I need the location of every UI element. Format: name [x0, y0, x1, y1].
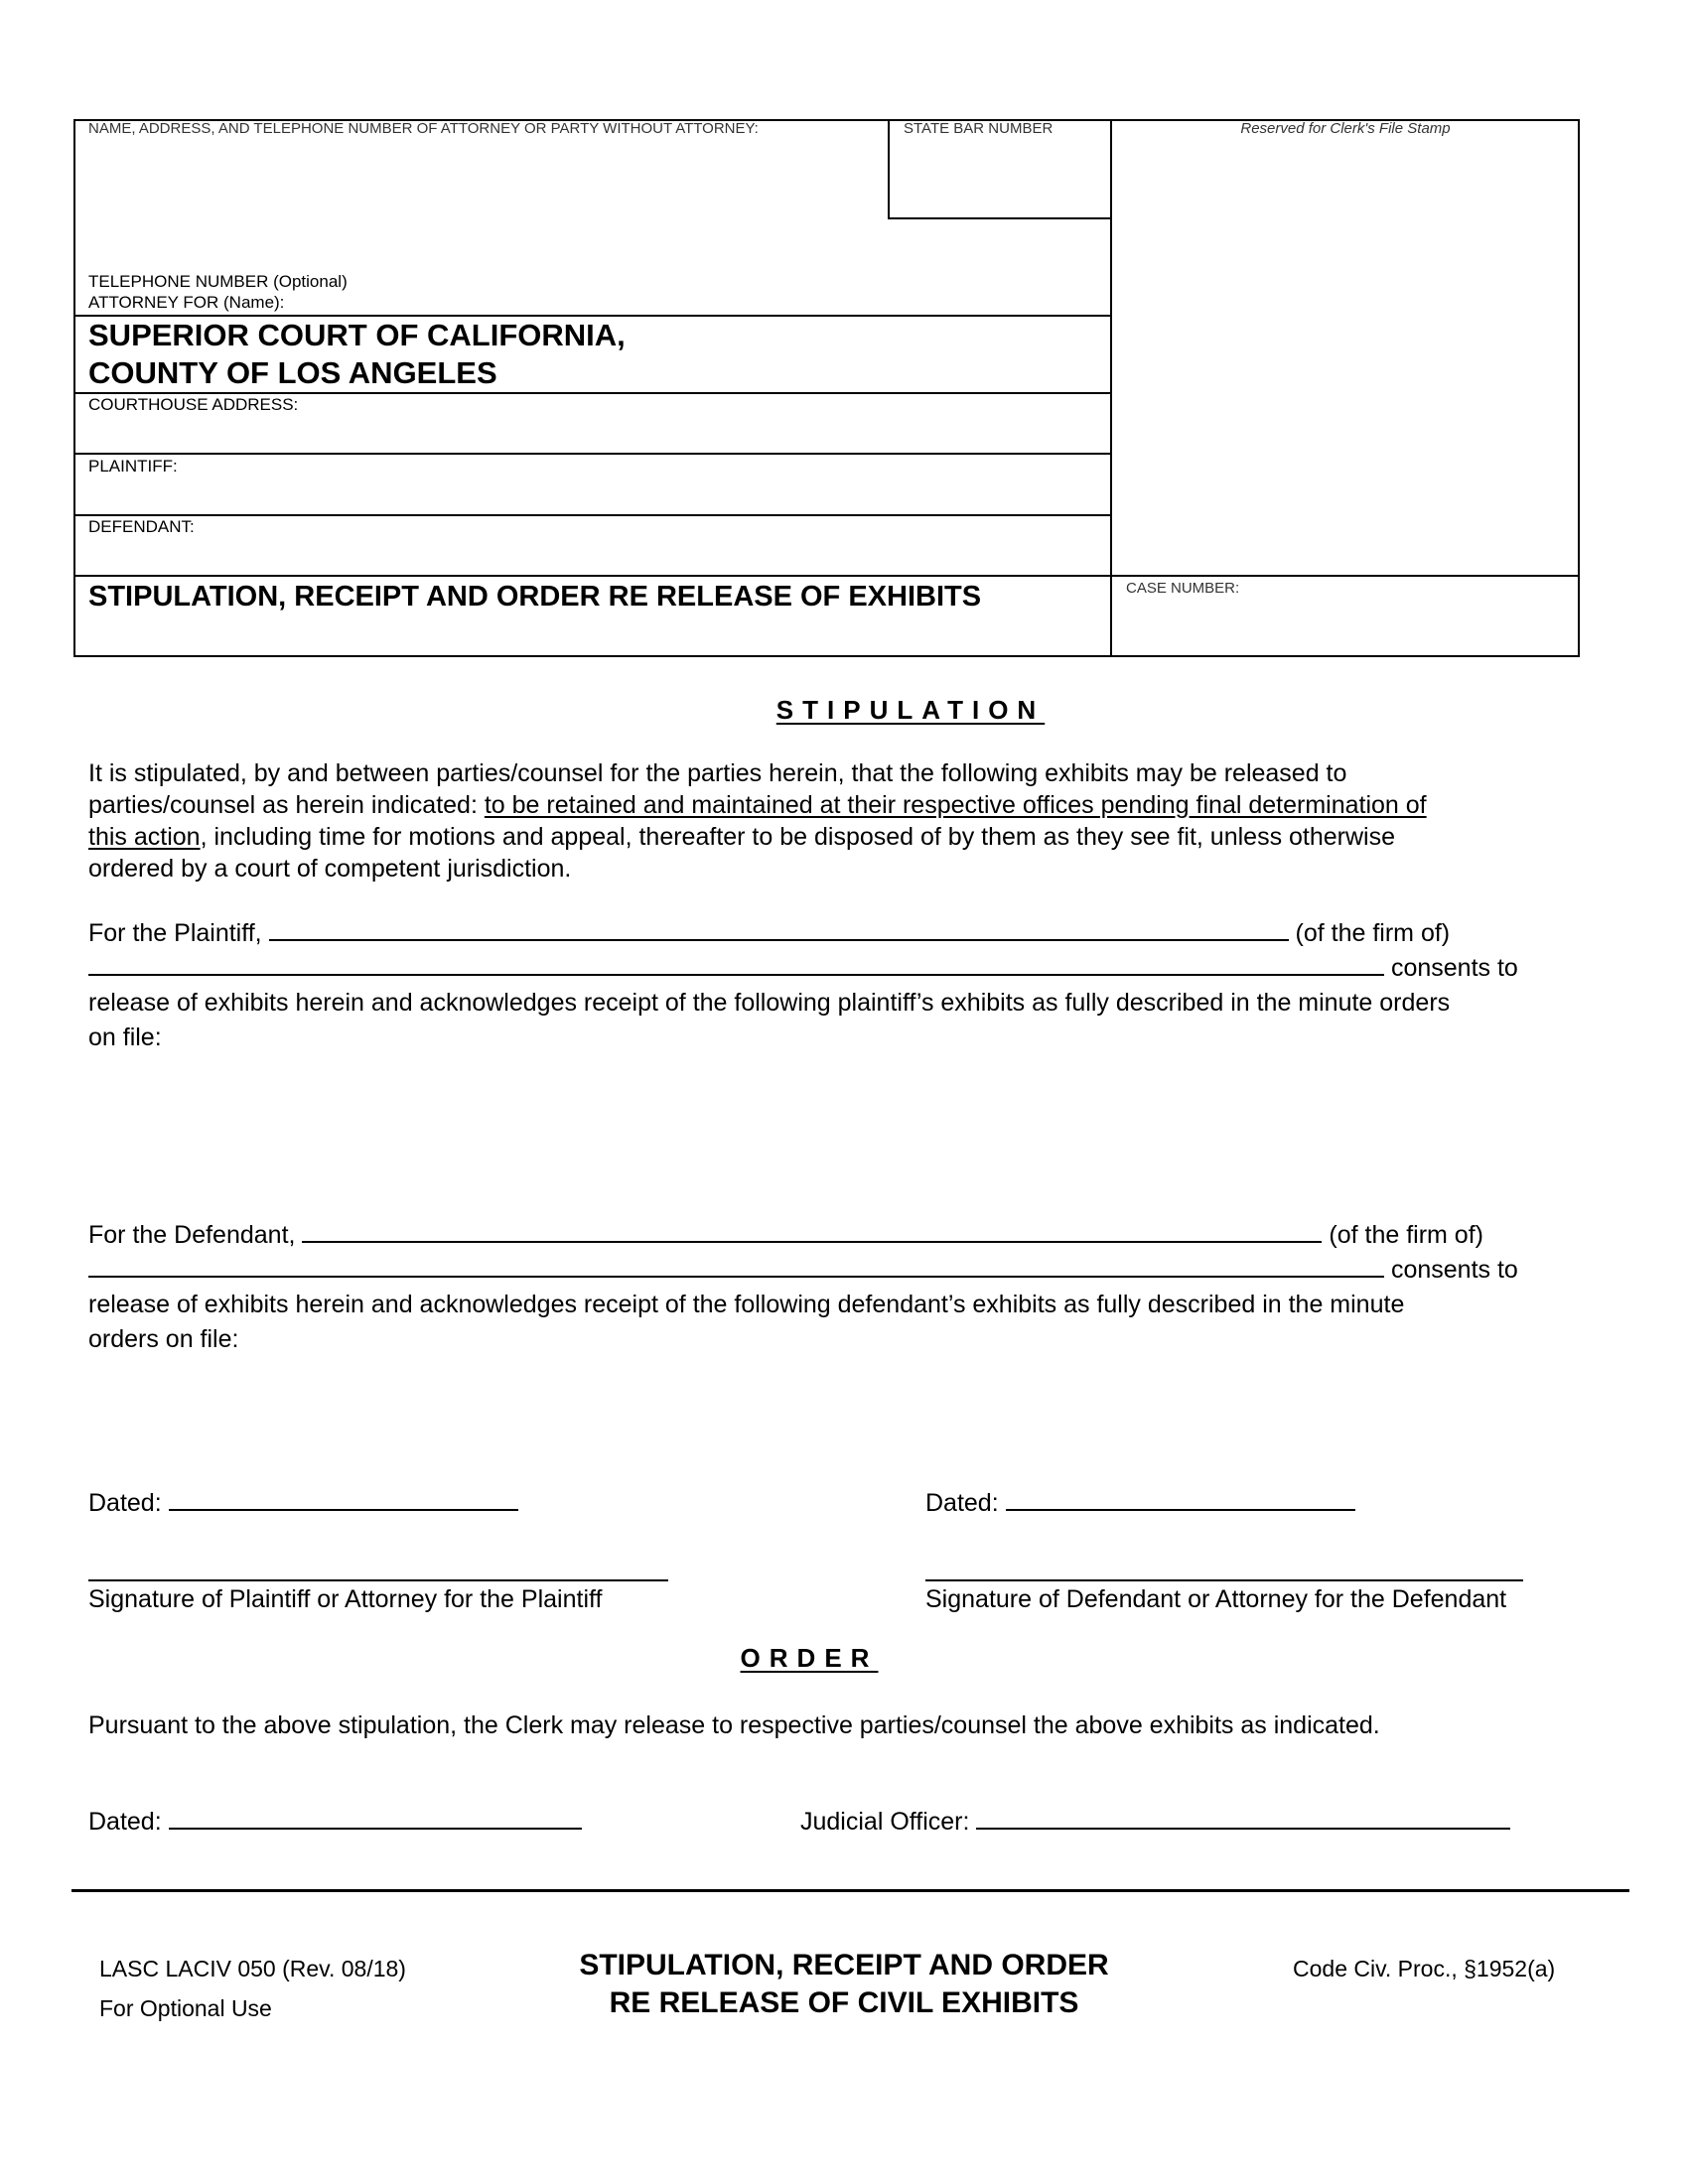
order-date-blank[interactable] [169, 1804, 582, 1830]
defendant-date-blank[interactable] [1006, 1485, 1355, 1511]
defendant-signature-line[interactable] [925, 1579, 1523, 1581]
plaintiff-consent-line [88, 915, 1450, 949]
plaintiff-firm-name-blank[interactable] [88, 950, 1384, 976]
defendant-firm-of-label: (of the firm of) [1329, 1221, 1483, 1249]
stipulation-this-action: this action [88, 823, 201, 851]
footer-title [496, 1947, 1192, 2022]
stipulation-line-3-rest: , including time for motions and appeal, thereafter to be disposed of by them as they see fit, unless otherwise [200, 823, 1396, 851]
defendant-firm-line [88, 1252, 1518, 1286]
defendant-field[interactable]: DEFENDANT: [88, 517, 195, 536]
plaintiff-dated-label: Dated: [88, 1489, 162, 1517]
plaintiff-release-text [88, 986, 1637, 1055]
defendant-dated-line [925, 1485, 1355, 1519]
caption-divider-courthouse [73, 392, 1112, 394]
order-text: Pursuant to the above stipulation, the Clerk may release to respective parties/counsel the above exhibits as indicated. [88, 1711, 1380, 1739]
plaintiff-signature-line[interactable] [88, 1579, 668, 1581]
plaintiff-signature-label: Signature of Plaintiff or Attorney for the Plaintiff [88, 1585, 603, 1613]
stipulation-line-4: ordered by a court of competent jurisdiction. [88, 855, 572, 883]
form-title: STIPULATION, RECEIPT AND ORDER RE RELEASE OF EXHIBITS [88, 581, 982, 613]
caption-divider-plaintiff [73, 453, 1112, 455]
plaintiff-release-line-1: release of exhibits herein and acknowledges receipt of the following plaintiff’s exhibits as fully described in the minute orders [88, 989, 1451, 1017]
footer-title-line2: RE RELEASE OF CIVIL EXHIBITS [609, 1986, 1079, 2019]
judicial-officer-label: Judicial Officer: [800, 1808, 970, 1836]
defendant-attorney-name-blank[interactable] [302, 1217, 1322, 1243]
stipulation-retention-clause: to be retained and maintained at their respective offices pending final determination of [484, 791, 1427, 819]
plaintiff-firm-of-label: (of the firm of) [1295, 919, 1451, 947]
plaintiff-attorney-name-blank[interactable] [269, 915, 1289, 941]
defendant-signature-label: Signature of Defendant or Attorney for the Defendant [925, 1585, 1507, 1613]
stipulation-heading: STIPULATION [775, 695, 1046, 725]
courthouse-address-field[interactable]: COURTHOUSE ADDRESS: [88, 395, 299, 414]
defendant-release-line-1: release of exhibits herein and acknowledges receipt of the following defendant’s exhibits as fully described in the minute [88, 1291, 1405, 1318]
plaintiff-prefix: For the Plaintiff, [88, 919, 262, 947]
caption-divider-defendant [73, 514, 1112, 516]
plaintiff-consents-to-label: consents to [1390, 954, 1518, 982]
defendant-release-text [88, 1288, 1637, 1357]
footer-code-citation: Code Civ. Proc., §1952(a) [1293, 1956, 1556, 1981]
plaintiff-field[interactable]: PLAINTIFF: [88, 457, 178, 476]
stipulation-line-1: It is stipulated, by and between parties/counsel for the parties herein, that the following exhibits may be released to [88, 759, 1347, 787]
order-dated-label: Dated: [88, 1808, 162, 1836]
court-name-line1: SUPERIOR COURT OF CALIFORNIA, [88, 318, 626, 352]
footer-title-line1: STIPULATION, RECEIPT AND ORDER [579, 1949, 1109, 1981]
stipulation-paragraph [88, 757, 1618, 885]
footer-form-info [99, 1949, 406, 2028]
defendant-firm-name-blank[interactable] [88, 1252, 1384, 1278]
attorney-for-label: ATTORNEY FOR (Name): [88, 293, 285, 312]
plaintiff-firm-line [88, 950, 1518, 984]
footer-rule [71, 1889, 1629, 1892]
clerk-file-stamp-area: Reserved for Clerk's File Stamp [1240, 120, 1451, 137]
stipulation-line-2-start: parties/counsel as herein indicated: [88, 791, 485, 819]
defendant-release-line-2: orders on file: [88, 1325, 239, 1353]
court-name [88, 317, 626, 392]
caption-divider-title [73, 575, 1580, 577]
judicial-officer-line [800, 1804, 1510, 1838]
caption-border-bottom [73, 655, 1580, 657]
court-name-line2: COUNTY OF LOS ANGELES [88, 355, 497, 390]
attorney-info-field[interactable]: NAME, ADDRESS, AND TELEPHONE NUMBER OF ATTORNEY OR PARTY WITHOUT ATTORNEY: [88, 120, 759, 137]
order-heading: ORDER [740, 1643, 879, 1673]
judicial-officer-blank[interactable] [976, 1804, 1510, 1830]
stipulation-line-2 [88, 789, 1618, 821]
defendant-consent-line [88, 1217, 1483, 1251]
plaintiff-date-blank[interactable] [169, 1485, 518, 1511]
order-dated-line [88, 1804, 582, 1838]
footer-optional-use: For Optional Use [99, 1995, 272, 2021]
stipulation-line-3 [88, 821, 1618, 853]
state-bar-number-field[interactable]: STATE BAR NUMBER [904, 120, 1054, 137]
defendant-dated-label: Dated: [925, 1489, 999, 1517]
footer-form-id: LASC LACIV 050 (Rev. 08/18) [99, 1956, 406, 1981]
telephone-number-label: TELEPHONE NUMBER (Optional) [88, 272, 348, 291]
defendant-consents-to-label: consents to [1390, 1256, 1518, 1284]
plaintiff-dated-line [88, 1485, 518, 1519]
defendant-prefix: For the Defendant, [88, 1221, 296, 1249]
state-bar-box-bottom [888, 217, 1112, 219]
state-bar-box-left [888, 119, 890, 218]
case-number-field[interactable]: CASE NUMBER: [1126, 580, 1240, 597]
plaintiff-release-line-2: on file: [88, 1024, 162, 1051]
